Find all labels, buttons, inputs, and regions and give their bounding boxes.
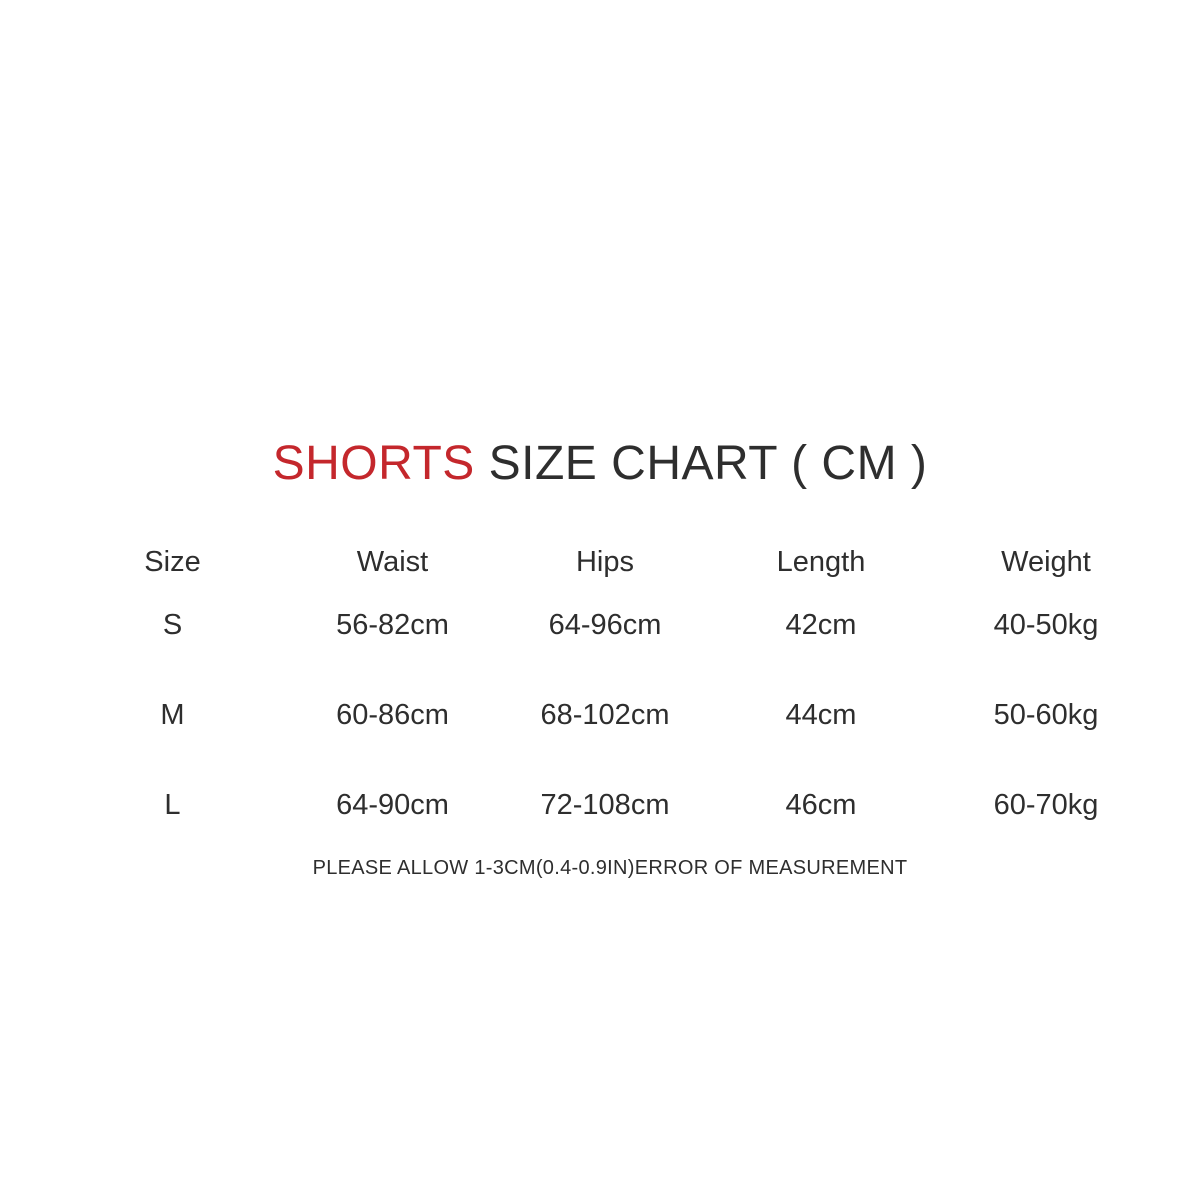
cell-m-hips: 68-102cm bbox=[540, 699, 670, 732]
measurement-tolerance-note: PLEASE ALLOW 1-3CM(0.4-0.9IN)ERROR OF MEASUREMENT bbox=[312, 857, 908, 880]
table-row-size-l bbox=[60, 761, 1160, 851]
cell-s-size: S bbox=[162, 609, 183, 642]
cell-m-waist: 60-86cm bbox=[336, 699, 449, 732]
column-header-waist: Waist bbox=[356, 546, 429, 579]
column-header-size: Size bbox=[144, 546, 201, 579]
table-header-row bbox=[60, 545, 1160, 581]
cell-m-size: M bbox=[160, 699, 185, 732]
cell-l-weight: 60-70kg bbox=[993, 789, 1099, 822]
cell-l-waist: 64-90cm bbox=[336, 789, 449, 822]
cell-s-hips: 64-96cm bbox=[548, 609, 662, 642]
size-table bbox=[60, 545, 1160, 851]
cell-s-weight: 40-50kg bbox=[993, 609, 1099, 642]
cell-s-length: 42cm bbox=[785, 609, 857, 642]
column-header-weight: Weight bbox=[1001, 546, 1091, 579]
title-product-name: SHORTS bbox=[272, 437, 475, 491]
cell-m-weight: 50-60kg bbox=[993, 699, 1099, 732]
column-header-hips: Hips bbox=[575, 546, 634, 579]
page-title bbox=[0, 436, 1200, 492]
cell-l-size: L bbox=[164, 789, 181, 822]
title-chart-label: SIZE CHART ( CM ) bbox=[488, 437, 928, 491]
column-header-length: Length bbox=[776, 546, 866, 579]
cell-l-length: 46cm bbox=[785, 789, 857, 822]
table-row-size-m bbox=[60, 671, 1160, 761]
cell-s-waist: 56-82cm bbox=[336, 609, 449, 642]
table-row-size-s bbox=[60, 581, 1160, 671]
cell-m-length: 44cm bbox=[785, 699, 857, 732]
cell-l-hips: 72-108cm bbox=[540, 789, 670, 822]
